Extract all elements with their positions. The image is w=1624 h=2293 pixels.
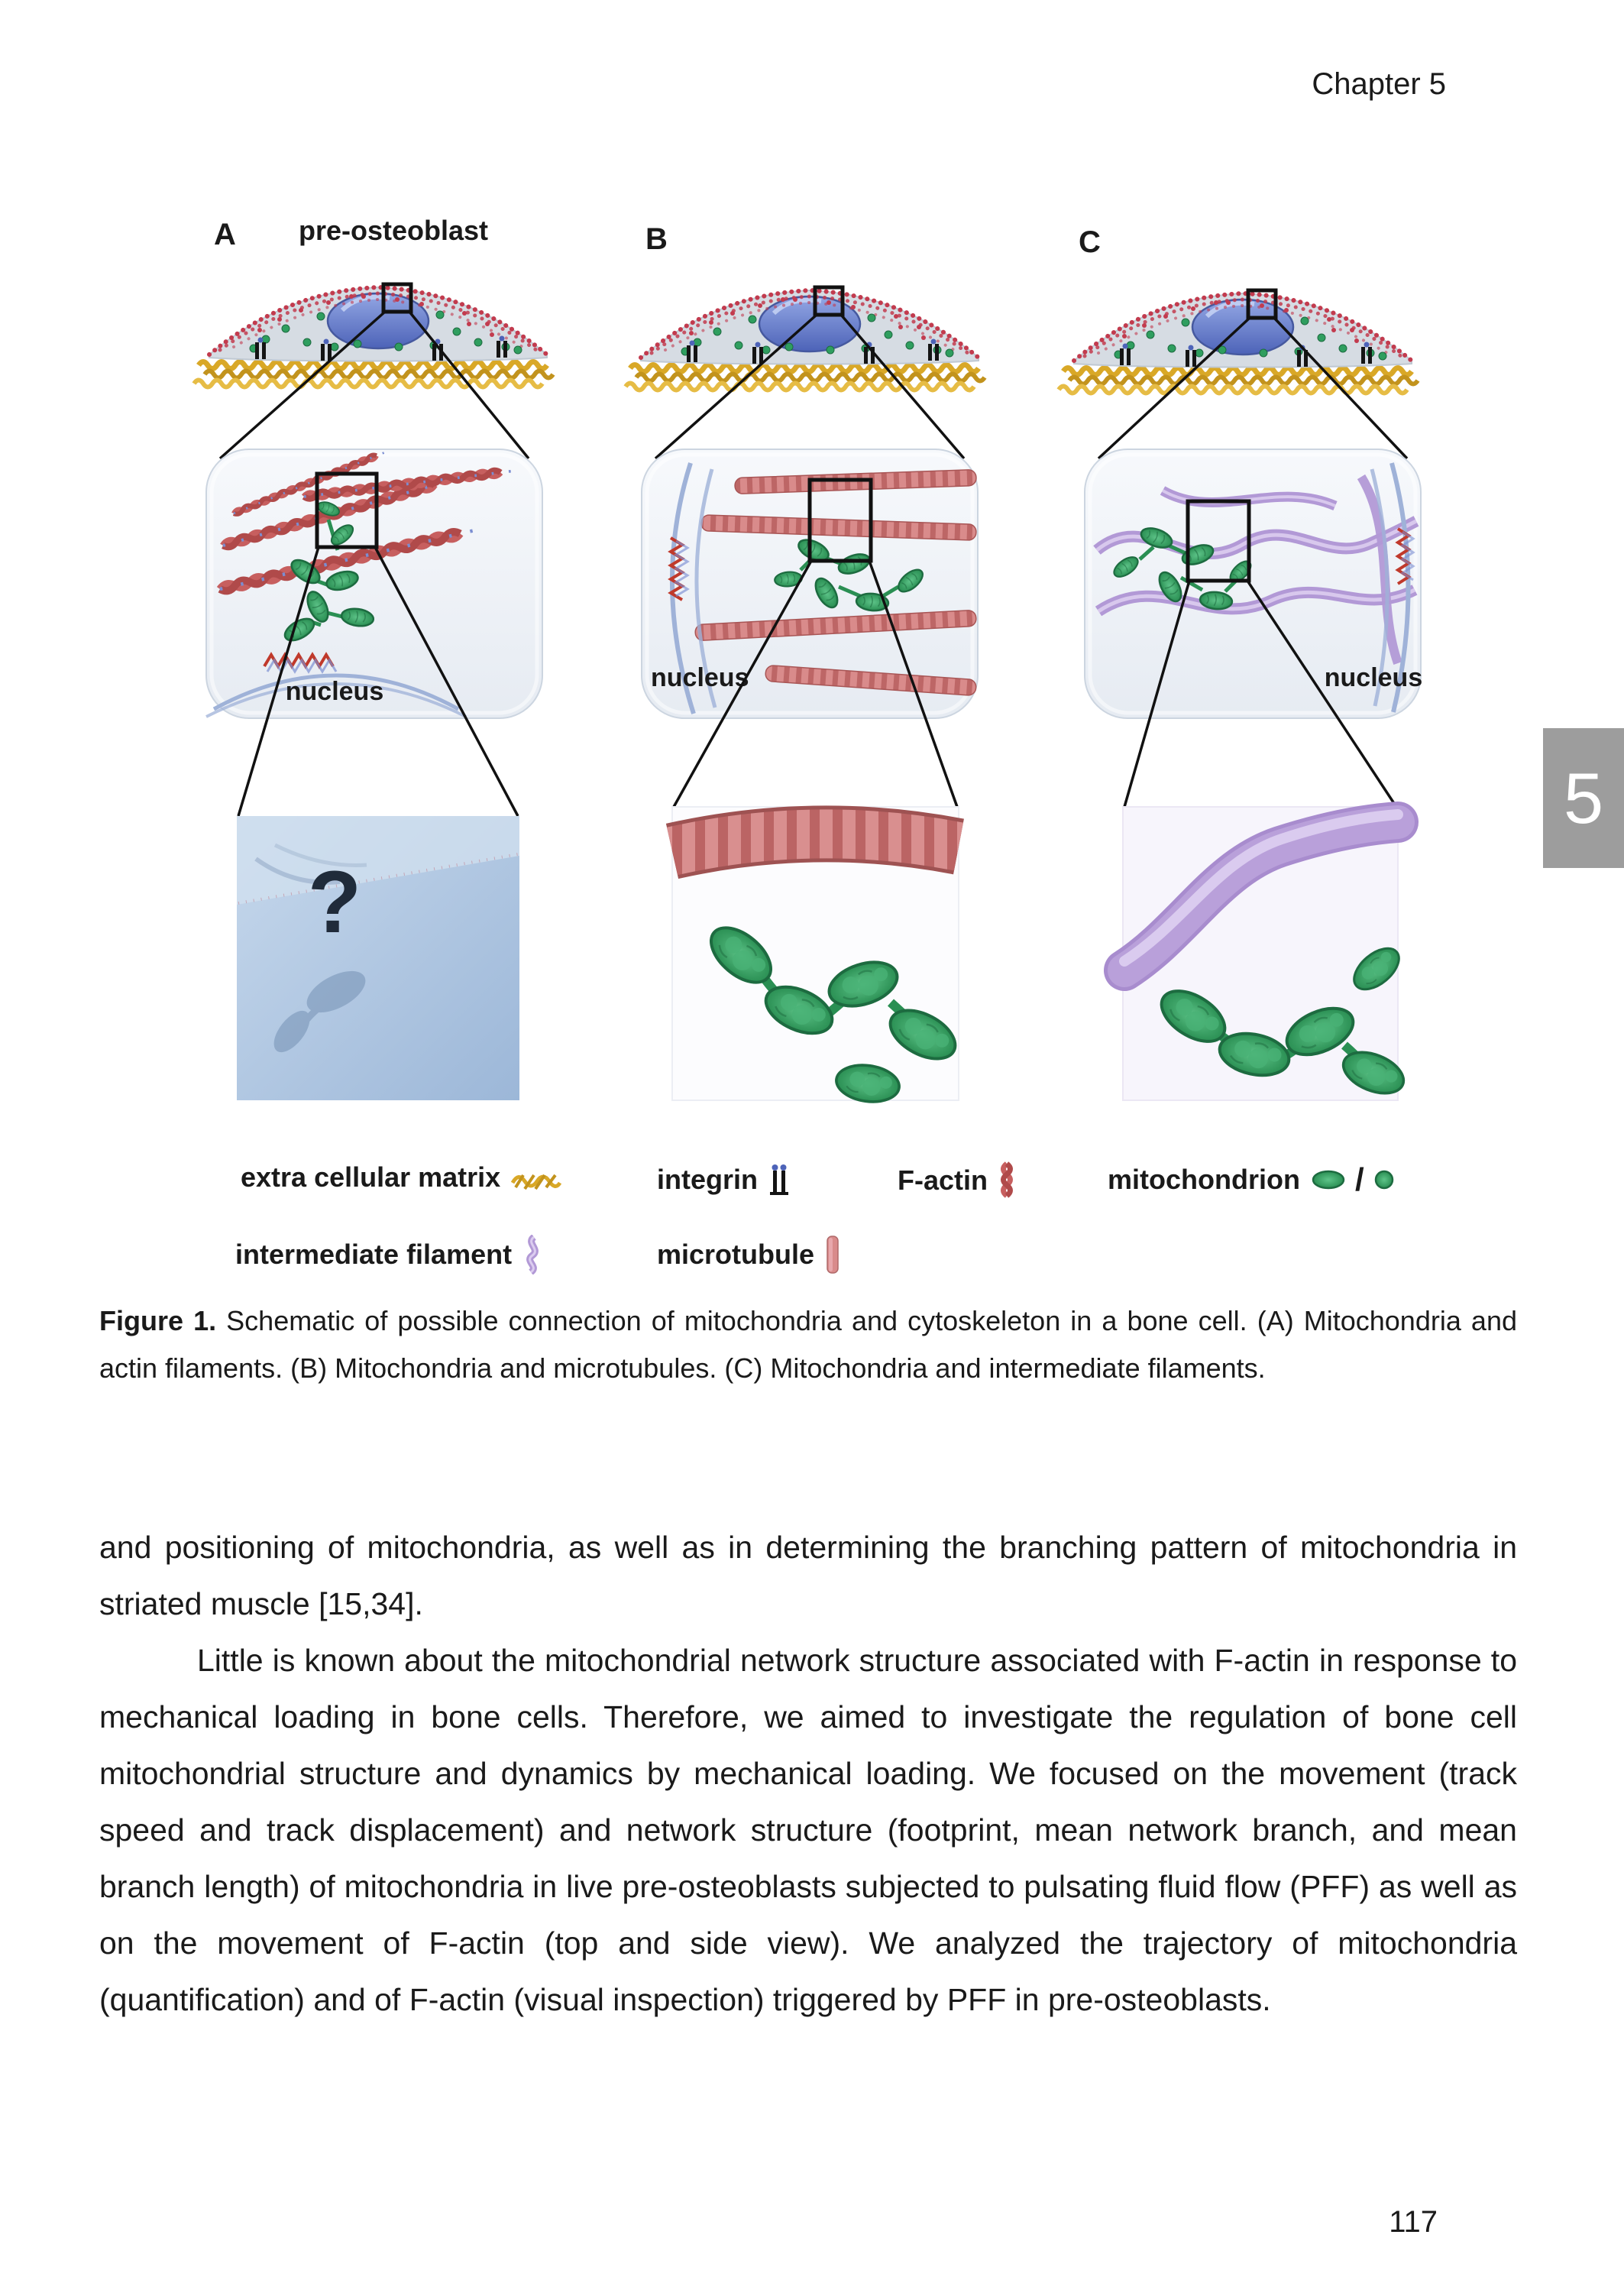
nucleus-label-a: nucleus	[285, 677, 384, 706]
mitochondrion-elongated-icon	[1311, 1169, 1346, 1190]
pre-osteoblast-label: pre-osteoblast	[298, 215, 489, 246]
legend-label-mitochondrion: mitochondrion	[1108, 1164, 1300, 1195]
legend-label-intermediate-filament: intermediate filament	[235, 1239, 513, 1270]
question-mark: ?	[307, 853, 362, 951]
figure-caption	[99, 1297, 1517, 1392]
cell-diagram-b	[626, 222, 985, 458]
microtubule-icon	[825, 1235, 840, 1274]
legend-label-ecm: extra cellular matrix	[241, 1161, 501, 1193]
legend-ecm	[241, 1161, 561, 1193]
panel-b-letter: B	[645, 222, 668, 256]
ecm-icon	[511, 1163, 561, 1192]
legend-integrin	[657, 1161, 791, 1198]
nucleus-label-c: nucleus	[1324, 663, 1423, 692]
panel-a-letter: A	[214, 218, 236, 251]
figure-illustration	[99, 205, 1444, 1276]
legend-label-integrin: integrin	[657, 1164, 758, 1195]
zoom-panel-a-actin	[206, 449, 542, 816]
cell-diagram-c	[1059, 225, 1418, 458]
factin-icon	[998, 1161, 1015, 1200]
figure-1	[99, 205, 1444, 1276]
zoom-panel-b-microtubules	[642, 449, 978, 807]
mitochondrion-round-icon	[1373, 1169, 1395, 1190]
integrin-icon	[768, 1161, 791, 1198]
legend-factin	[898, 1161, 1015, 1200]
page-number: 117	[1389, 2205, 1438, 2239]
detail-c-filament-mitochondria	[1123, 807, 1409, 1101]
figure-caption-label: Figure 1.	[99, 1305, 217, 1336]
slash-separator: /	[1354, 1161, 1364, 1197]
paragraph-2: Little is known about the mitochondrial network structure associated with F-actin in response to mechanical loading in bone cells. Therefore, we aimed to investigate the regulation of bone cell mitochondrial structure and dynamics by mechanical loading. We focused on the movement (track speed and track displacement) and network structure (footprint, mean network branch, and mean branch length) of mitochondria in live pre-osteoblasts subjected to pulsating fluid flow (PFF) as well as on the movement of F-actin (top and side view). We analyzed the trajectory of mitochondria (quantification) and of F-actin (visual inspection) triggered by PFF in pre-osteoblasts.	[99, 1643, 1517, 2017]
detail-a-unknown	[237, 816, 519, 1100]
intermediate-filament-icon	[522, 1235, 542, 1274]
legend-label-factin: F-actin	[898, 1164, 988, 1196]
detail-b-microtubule-mitochondria	[672, 807, 963, 1106]
body-text	[99, 1519, 1517, 2028]
nucleus-label-b: nucleus	[651, 663, 749, 692]
legend-intermediate-filament	[235, 1235, 542, 1274]
figure-caption-text: Schematic of possible connection of mitochondria and cytoskeleton in a bone cell. (A) Mitochondria and actin filaments. (B) Mitochondria and microtubules. (C) Mitochondria and intermediate filaments.	[99, 1305, 1517, 1384]
legend-label-microtubule: microtubule	[657, 1239, 815, 1270]
legend-microtubule	[657, 1235, 840, 1274]
paragraph-1: and positioning of mitochondria, as well as in determining the branching pattern of mitochondria in striated muscle [15,34].	[99, 1530, 1517, 1621]
legend-mitochondrion	[1108, 1161, 1395, 1198]
panel-c-letter: C	[1079, 225, 1101, 259]
chapter-header: Chapter 5	[1312, 67, 1446, 101]
chapter-tab: 5	[1543, 728, 1624, 868]
zoom-panel-c-intermediate-filaments	[1085, 449, 1422, 807]
cell-diagram-a	[194, 215, 553, 458]
